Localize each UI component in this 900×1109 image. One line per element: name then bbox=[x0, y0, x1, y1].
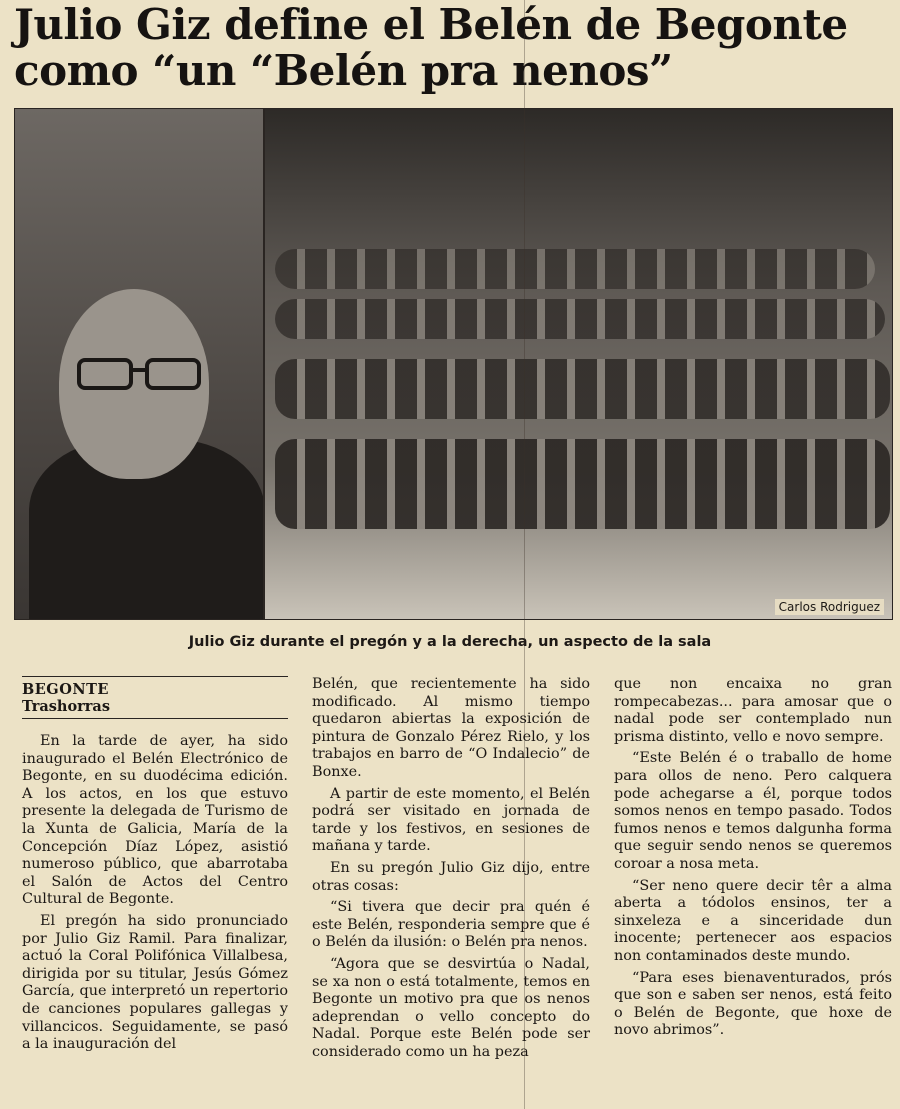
dateline bbox=[22, 676, 288, 719]
paragraph: “Si tivera que decir pra quén é este Belén, responderia sempre que é o Belén da ilusión: o Belén pra nenos. bbox=[312, 899, 590, 951]
photo-audience bbox=[264, 108, 893, 620]
paragraph: que non encaixa no gran rompecabezas... para amosar que o nadal pode ser contemplado nun prisma distinto, vello e novo sempre. bbox=[614, 676, 892, 745]
article-column-3 bbox=[614, 676, 892, 1044]
photo-caption: Julio Giz durante el pregón y a la derecha, un aspecto de la sala bbox=[188, 634, 712, 650]
paragraph: Belén, que recientemente ha sido modificado. Al mismo tiempo quedaron abiertas la exposición de pintura de Gonzalo Pérez Rielo, y los trabajos en barro de “O Indalecio” de Bonxe. bbox=[312, 676, 590, 780]
paragraph: “Agora que se desvirtúa o Nadal, se xa non o está totalmente, temos en Begonte un motivo pra que os nenos adeprendan o vello concepto do Nadal. Porque este Belén pode ser considerado como un ha peza bbox=[312, 955, 590, 1060]
paragraph: El pregón ha sido pronunciado por Julio Giz Ramil. Para finalizar, actuó la Coral Polifónica Villalbesa, dirigida por su titular, Jesús Gómez García, que interpretó un repertorio de canciones populares gallegas y villancicos. Seguidamente, se pasó a la inauguración del bbox=[22, 912, 288, 1053]
audience-row bbox=[275, 359, 890, 419]
photo-speaker bbox=[14, 108, 264, 620]
headline-line-1: Julio Giz define el Belén de Begonte bbox=[14, 0, 848, 49]
audience-row bbox=[275, 439, 890, 529]
glasses-icon bbox=[75, 354, 205, 394]
paragraph: A partir de este momento, el Belén podrá ser visitado en jornada de tarde y los festivos, en sesiones de mañana y tarde. bbox=[312, 785, 590, 855]
paragraph: “Para eses bienaventurados, prós que son e saben ser nenos, está feito o Belén de Begonte, que hoxe de novo abrimos”. bbox=[614, 969, 892, 1039]
photo-credit: Carlos Rodriguez bbox=[775, 599, 884, 615]
paragraph: “Este Belén é o traballo de home para ollos de neno. Pero calquera pode achegarse a él, porque todos somos nenos en tempo pasado. Todos fumos nenos e temos dalgunha forma que seguir sendo nenos se queremos coroar a nosa meta. bbox=[614, 750, 892, 872]
paragraph: “Ser neno quere decir têr a alma aberta a tódolos ensinos, ter a sinxeleza e a sinceridade dun inocente; pertenecer aos espacios non contaminados deste mundo. bbox=[614, 877, 892, 964]
paragraph: En su pregón Julio Giz dijo, entre otras cosas: bbox=[312, 859, 590, 894]
audience-row bbox=[275, 249, 875, 289]
paragraph: En la tarde de ayer, ha sido inaugurado el Belén Electrónico de Begonte, en su duodécima edición. A los actos, en los que estuvo presente la delegada de Turismo de la Xunta de Galicia, María de la Concepción Díaz López, asistió numeroso público, que abarrotaba el Salón de Actos del Centro Cultural de Begonte. bbox=[22, 733, 288, 908]
article-column-1 bbox=[22, 676, 288, 1058]
headline-line-2: como “un “Belén pra nenos” bbox=[14, 46, 673, 95]
headline bbox=[14, 2, 894, 94]
dateline-place: BEGONTE bbox=[22, 681, 109, 698]
article-column-2 bbox=[312, 676, 590, 1065]
dateline-author: Trashorras bbox=[22, 698, 110, 715]
audience-row bbox=[275, 299, 885, 339]
